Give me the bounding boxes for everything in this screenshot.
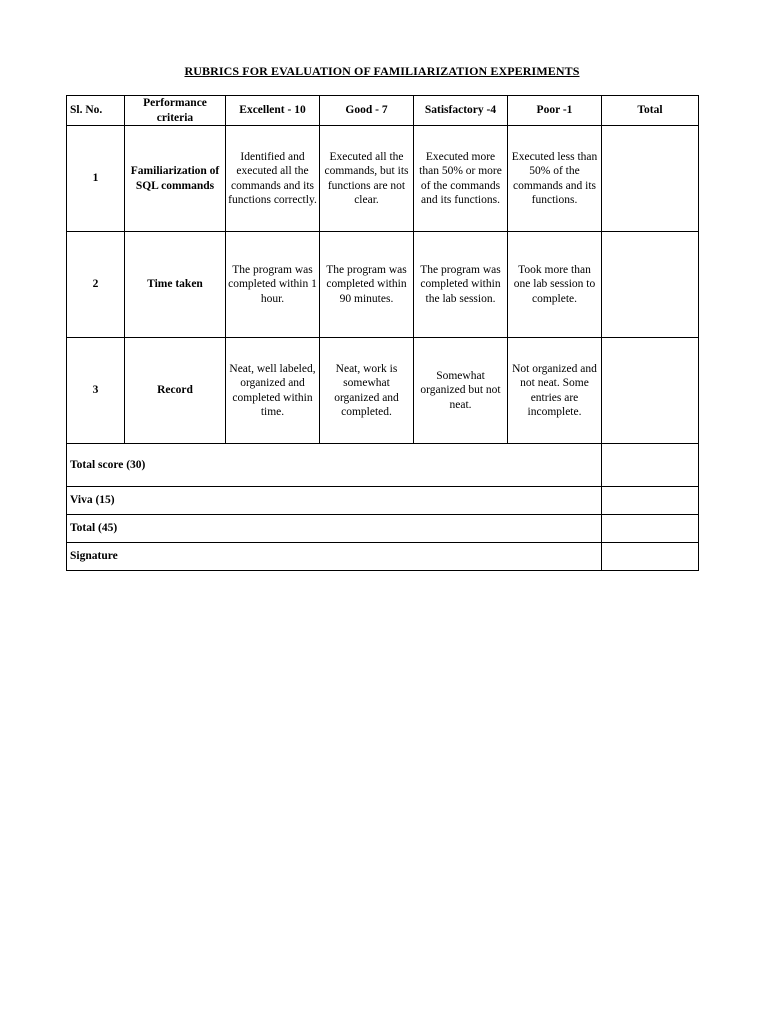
header-good: Good - 7 [320,96,414,126]
total-score-row [67,444,699,487]
grand-total-label: Total (45) [67,515,602,543]
row-sl: 2 [67,232,125,338]
row-excellent: Neat, well labeled, organized and completed within time. [226,338,320,444]
row-sl: 1 [67,126,125,232]
viva-cell [602,487,699,515]
header-sl-no: Sl. No. [67,96,125,126]
header-criteria: Performance criteria [125,96,226,126]
table-row [67,338,699,444]
row-sl: 3 [67,338,125,444]
row-satisfactory: The program was completed within the lab session. [414,232,508,338]
page-title: RUBRICS FOR EVALUATION OF FAMILIARIZATION EXPERIMENTS [184,64,580,78]
row-total-cell [602,126,699,232]
row-satisfactory: Somewhat organized but not neat. [414,338,508,444]
header-row [67,96,699,126]
table-row [67,126,699,232]
rubric-table [66,95,699,571]
row-criteria: Record [125,338,226,444]
row-poor: Took more than one lab session to complete. [508,232,602,338]
signature-cell [602,543,699,571]
row-total-cell [602,338,699,444]
total-score-cell [602,444,699,487]
row-total-cell [602,232,699,338]
header-total: Total [602,96,699,126]
total-score-label: Total score (30) [67,444,602,487]
row-excellent: Identified and executed all the commands and its functions correctly. [226,126,320,232]
row-criteria: Time taken [125,232,226,338]
header-excellent: Excellent - 10 [226,96,320,126]
row-excellent: The program was completed within 1 hour. [226,232,320,338]
header-poor: Poor -1 [508,96,602,126]
signature-row [67,543,699,571]
table-row [67,232,699,338]
grand-total-row [67,515,699,543]
viva-row [67,487,699,515]
header-satisfactory: Satisfactory -4 [414,96,508,126]
row-good: Executed all the commands, but its functions are not clear. [320,126,414,232]
row-good: The program was completed within 90 minutes. [320,232,414,338]
row-poor: Not organized and not neat. Some entries are incomplete. [508,338,602,444]
row-satisfactory: Executed more than 50% or more of the commands and its functions. [414,126,508,232]
row-good: Neat, work is somewhat organized and completed. [320,338,414,444]
grand-total-cell [602,515,699,543]
row-criteria: Familiarization of SQL commands [125,126,226,232]
signature-label: Signature [67,543,602,571]
row-poor: Executed less than 50% of the commands and its functions. [508,126,602,232]
viva-label: Viva (15) [67,487,602,515]
